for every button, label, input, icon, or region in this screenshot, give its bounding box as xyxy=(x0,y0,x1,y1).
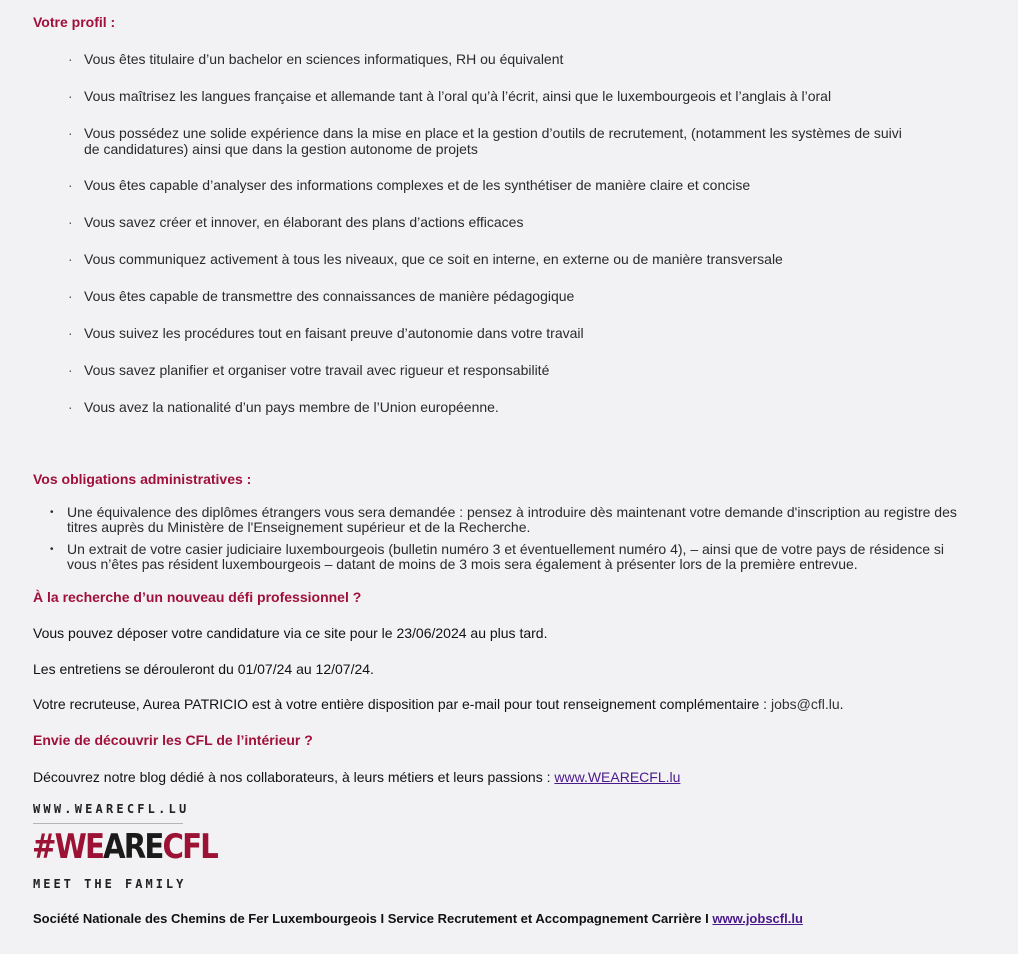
footer xyxy=(33,911,803,926)
bullet-icon: · xyxy=(68,214,73,230)
list-item xyxy=(68,125,908,157)
wearecfl-logo xyxy=(32,802,217,892)
logo-hashtag-are: ARE xyxy=(103,827,163,867)
logo-top-text: WWW.WEARECFL.LU xyxy=(33,802,190,816)
obligation-item-text: Un extrait de votre casier judiciaire luxembourgeois (bulletin numéro 3 et éventuellement numéro 4), – ainsi que de votre pays de résidence si vous n’êtes pas résident luxembourgeois – datant de moins de 3 mois sera également à présenter lors de la première entrevue. xyxy=(67,541,945,572)
logo-hashtag-cfl: CFL xyxy=(162,827,217,867)
blog-text xyxy=(33,769,680,785)
list-item xyxy=(68,325,948,341)
list-item xyxy=(50,542,950,572)
profile-item-text: Vous avez la nationalité d’un pays membre de l’Union européenne. xyxy=(84,399,499,415)
bullet-icon: • xyxy=(50,507,54,518)
logo-divider xyxy=(33,823,183,824)
recruiter-text xyxy=(33,696,844,712)
list-item xyxy=(68,399,948,415)
bullet-icon: · xyxy=(68,177,73,193)
profile-item-text: Vous êtes capable de transmettre des connaissances de manière pédagogique xyxy=(84,288,575,304)
logo-hashtag-we: #WE xyxy=(32,827,104,867)
obligations-heading: Vos obligations administratives : xyxy=(33,471,252,487)
bullet-icon: · xyxy=(68,399,73,415)
footer-text: Société Nationale des Chemins de Fer Luxembourgeois I Service Recrutement et Accompagnement Carrière I xyxy=(33,911,713,926)
profile-item-text: Vous communiquez activement à tous les niveaux, que ce soit en interne, en externe ou de manière transversale xyxy=(84,251,783,267)
bullet-icon: · xyxy=(68,251,73,267)
obligation-item-text: Une équivalence des diplômes étrangers vous sera demandée : pensez à introduire dès maintenant votre demande d'inscription au registre des titres auprès du Ministère de l'Enseignement supérieur et de la Recherche. xyxy=(67,504,957,535)
list-item xyxy=(68,362,948,378)
recruiter-prefix: Votre recruteuse, Aurea PATRICIO est à votre entière disposition par e-mail pour tout renseignement complémentaire : xyxy=(33,696,771,712)
bullet-icon: · xyxy=(68,51,73,67)
list-item xyxy=(68,88,948,104)
bullet-icon: · xyxy=(68,325,73,341)
profile-item-text: Vous savez créer et innover, en élaborant des plans d’actions efficaces xyxy=(84,214,524,230)
list-item xyxy=(68,251,948,267)
footer-link[interactable]: www.jobscfl.lu xyxy=(712,911,803,926)
bullet-icon: · xyxy=(68,362,73,378)
deadline-text: Vous pouvez déposer votre candidature via ce site pour le 23/06/2024 au plus tard. xyxy=(33,625,548,641)
list-item xyxy=(68,51,948,67)
logo-hashtag xyxy=(32,827,217,867)
bullet-icon: · xyxy=(68,88,73,104)
discover-heading: Envie de découvrir les CFL de l’intérieur ? xyxy=(33,732,313,748)
challenge-heading: À la recherche d’un nouveau défi professionnel ? xyxy=(33,589,362,605)
list-item xyxy=(68,288,948,304)
recruiter-email[interactable]: jobs@cfl.lu xyxy=(770,696,840,712)
bullet-icon: · xyxy=(68,288,73,304)
profile-item-text: Vous êtes capable d’analyser des informations complexes et de les synthétiser de manière claire et concise xyxy=(84,177,751,193)
interviews-text: Les entretiens se dérouleront du 01/07/24 au 12/07/24. xyxy=(33,661,374,677)
bullet-icon: • xyxy=(50,544,54,555)
logo-tagline: MEET THE FAMILY xyxy=(33,877,187,891)
profile-item-text: Vous savez planifier et organiser votre travail avec rigueur et responsabilité xyxy=(84,362,550,378)
profile-item-text: Vous maîtrisez les langues française et allemande tant à l’oral qu’à l’écrit, ainsi que le luxembourgeois et l’anglais à l’oral xyxy=(84,88,832,104)
bullet-icon: · xyxy=(68,125,73,141)
list-item xyxy=(68,214,948,230)
profile-heading: Votre profil : xyxy=(33,14,116,30)
blog-link[interactable]: www.WEARECFL.lu xyxy=(554,769,681,785)
profile-item-text: Vous possédez une solide expérience dans la mise en place et la gestion d’outils de recrutement, (notamment les systèmes de suivi de candidatures) ainsi que dans la gestion autonome de projets xyxy=(84,125,902,157)
recruiter-suffix: . xyxy=(839,696,844,712)
blog-prefix: Découvrez notre blog dédié à nos collaborateurs, à leurs métiers et leurs passions : xyxy=(33,769,555,785)
profile-item-text: Vous êtes titulaire d’un bachelor en sciences informatiques, RH ou équivalent xyxy=(84,51,564,67)
list-item xyxy=(68,177,948,193)
list-item xyxy=(50,505,970,535)
profile-item-text: Vous suivez les procédures tout en faisant preuve d’autonomie dans votre travail xyxy=(84,325,584,341)
